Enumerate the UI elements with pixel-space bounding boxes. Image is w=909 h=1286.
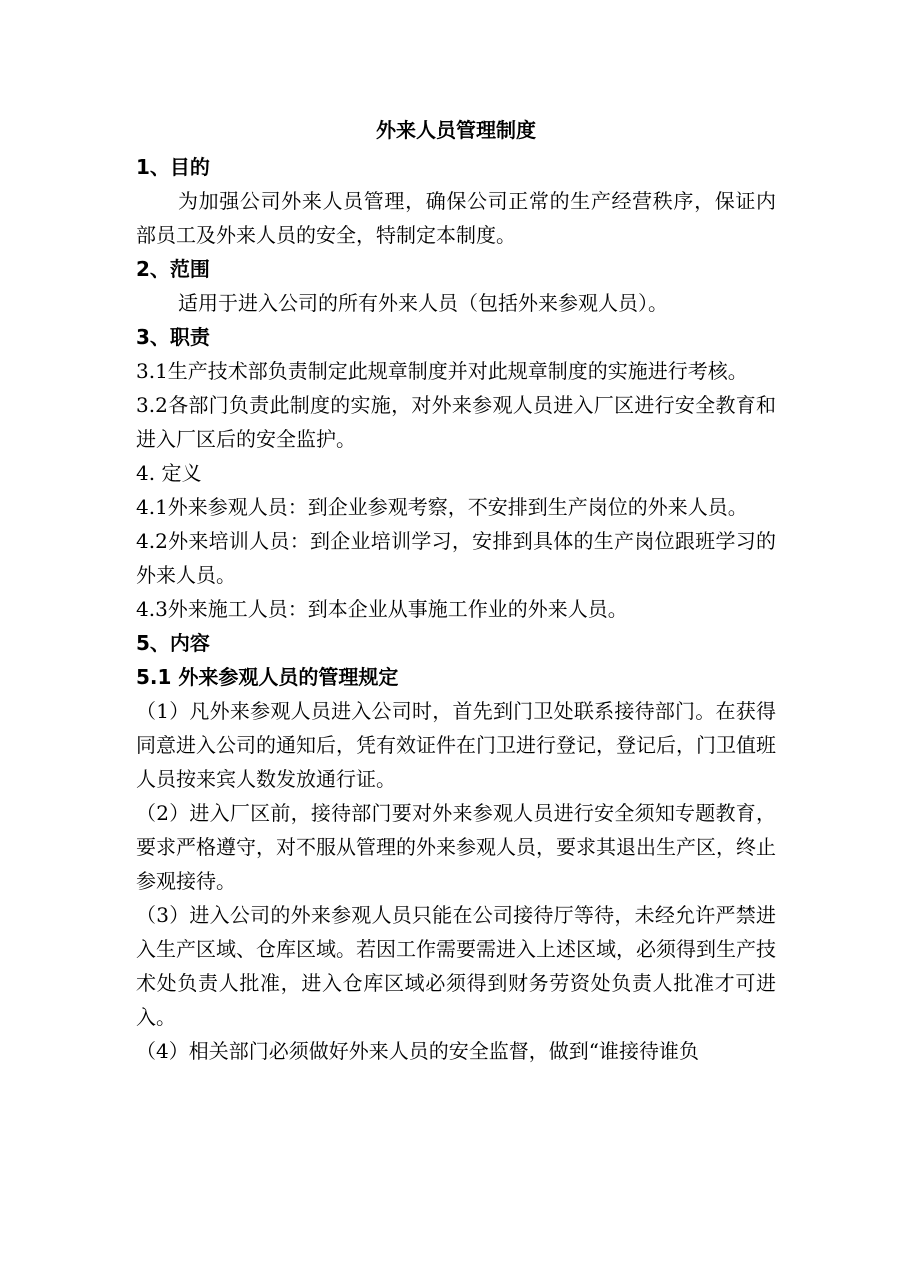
document-page [136, 110, 776, 1068]
section-heading-definitions: 4. 定义 [136, 461, 202, 485]
purpose-paragraph: 为加强公司外来人员管理，确保公司正常的生产经营秩序，保证内部员工及外来人员的安全，特制定本制度。 [136, 189, 776, 247]
section-heading-purpose: 1、目的 [136, 155, 210, 179]
section-heading-content: 5、内容 [136, 631, 210, 655]
definition-item: 4.1外来参观人员：到企业参观考察，不安排到生产岗位的外来人员。 [136, 495, 748, 519]
responsibility-item: 3.2各部门负责此制度的实施，对外来参观人员进入厂区进行安全教育和进入厂区后的安全监护。 [136, 393, 776, 451]
section-heading-responsibilities: 3、职责 [136, 325, 210, 349]
subsection-heading-visitors: 5.1 外来参观人员的管理规定 [136, 665, 399, 689]
definition-item: 4.3外来施工人员：到本企业从事施工作业的外来人员。 [136, 597, 628, 621]
definition-item: 4.2外来培训人员：到企业培训学习，安排到具体的生产岗位跟班学习的外来人员。 [136, 529, 776, 587]
rule-item: （3）进入公司的外来参观人员只能在公司接待厅等待，未经允许严禁进入生产区域、仓库区域。若因工作需要需进入上述区域，必须得到生产技术处负责人批准，进入仓库区域必须得到财务劳资处负责人批准才可进入。 [136, 903, 776, 1029]
rule-item: （4）相关部门必须做好外来人员的安全监督，做到“谁接待谁负 [136, 1039, 699, 1063]
responsibility-item: 3.1生产技术部负责制定此规章制度并对此规章制度的实施进行考核。 [136, 359, 748, 383]
rule-item: （1）凡外来参观人员进入公司时，首先到门卫处联系接待部门。在获得同意进入公司的通知后，凭有效证件在门卫进行登记，登记后，门卫值班人员按来宾人数发放通行证。 [136, 699, 776, 791]
section-heading-scope: 2、范围 [136, 257, 210, 281]
document-title: 外来人员管理制度 [376, 118, 536, 142]
scope-paragraph: 适用于进入公司的所有外来人员（包括外来参观人员）。 [178, 291, 668, 315]
rule-item: （2）进入厂区前，接待部门要对外来参观人员进行安全须知专题教育，要求严格遵守，对不服从管理的外来参观人员，要求其退出生产区，终止参观接待。 [136, 801, 776, 893]
